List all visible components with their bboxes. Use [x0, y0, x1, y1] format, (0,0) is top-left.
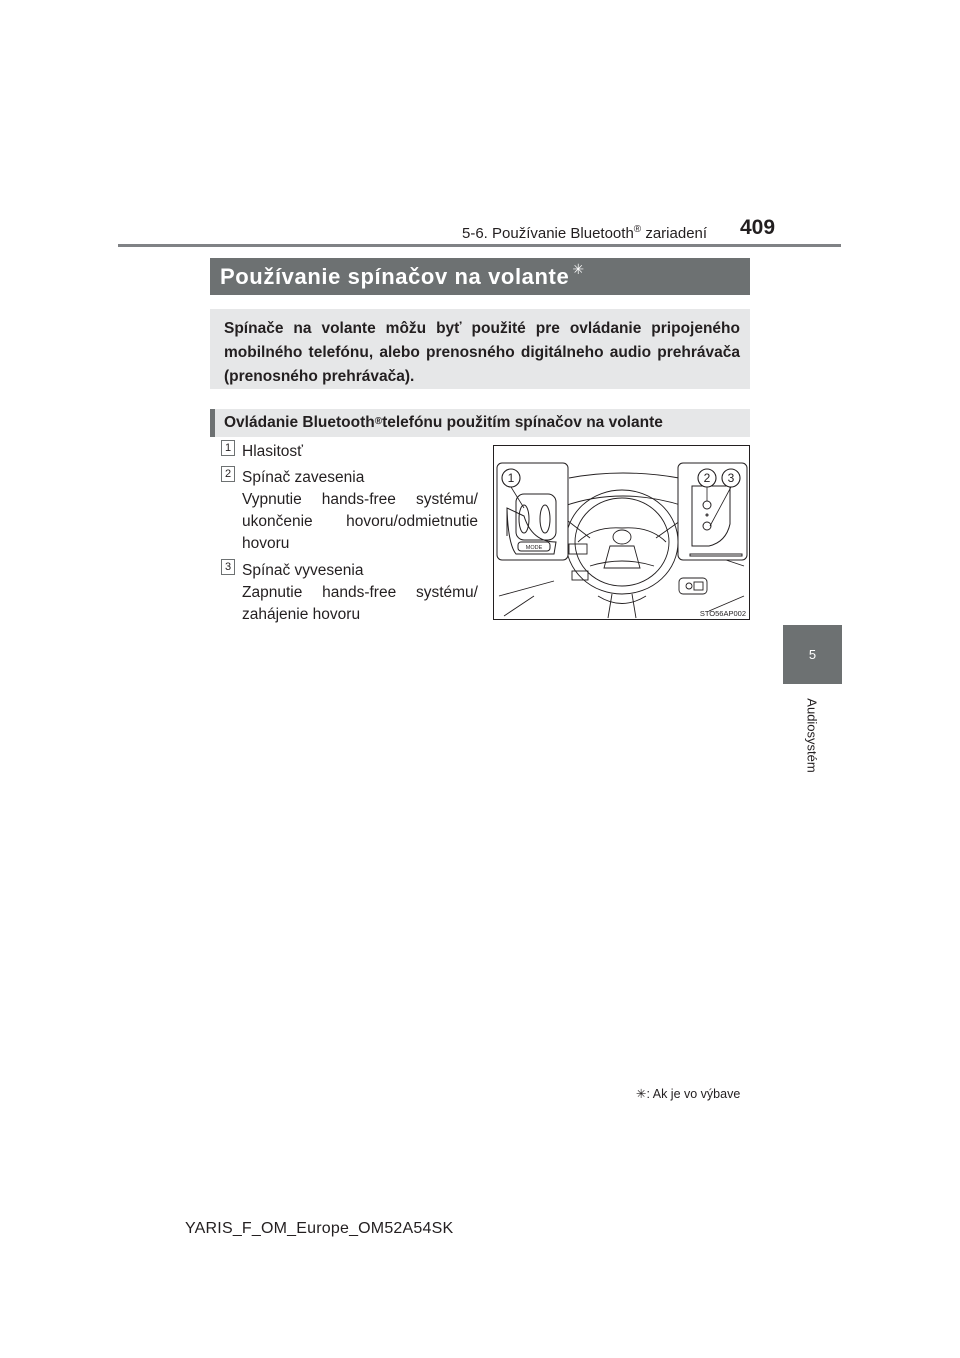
item-number-badge: 2	[221, 466, 235, 482]
item-description: Zapnutie hands-free systému/ zahájenie hovoru	[242, 584, 478, 623]
steering-wheel-illustration	[493, 445, 750, 620]
list-item	[242, 560, 478, 626]
header-section-title: 5-6. Používanie Bluetooth® zariadení	[462, 224, 708, 242]
section-title-text: Používanie spínačov na volante	[220, 263, 570, 289]
mode-button-label: MODE	[525, 545, 543, 551]
item-number-badge: 3	[221, 559, 235, 575]
item-description: Vypnutie hands-free systému/ ukončenie hovoru/odmietnutie hovoru	[242, 491, 478, 552]
intro-paragraph: Spínače na volante môžu byť použité pre ovládanie pripojeného mobilného telefónu, alebo prenosného digitálneho audio prehrávača (prenosného prehrávača).	[210, 309, 750, 389]
section-title	[210, 258, 750, 295]
figure-code: STO56AP002	[699, 609, 746, 618]
item-title: Hlasitosť	[242, 443, 303, 460]
item-title: Spínač vyvesenia	[242, 562, 364, 579]
chapter-label: Audiosystém	[804, 698, 820, 773]
optional-star-icon: ✳	[636, 1087, 647, 1101]
document-code: YARIS_F_OM_Europe_OM52A54SK	[185, 1220, 454, 1237]
footnote: ✳: Ak je vo výbave	[636, 1087, 741, 1101]
callout-2: 2	[703, 471, 711, 485]
page-number: 409	[740, 216, 776, 239]
callout-1: 1	[507, 471, 515, 485]
callout-3: 3	[727, 471, 735, 485]
optional-star-icon: ✳	[572, 261, 585, 277]
header-divider	[118, 244, 841, 247]
list-item	[242, 467, 478, 555]
list-item	[242, 441, 478, 463]
steering-wheel-drawing	[494, 446, 749, 619]
chapter-tab[interactable]: 5	[783, 625, 842, 684]
item-number-badge: 1	[221, 440, 235, 456]
item-title: Spínač zavesenia	[242, 469, 365, 486]
subheading: Ovládanie Bluetooth ® telefónu použitím spínačov na volante	[210, 409, 750, 437]
